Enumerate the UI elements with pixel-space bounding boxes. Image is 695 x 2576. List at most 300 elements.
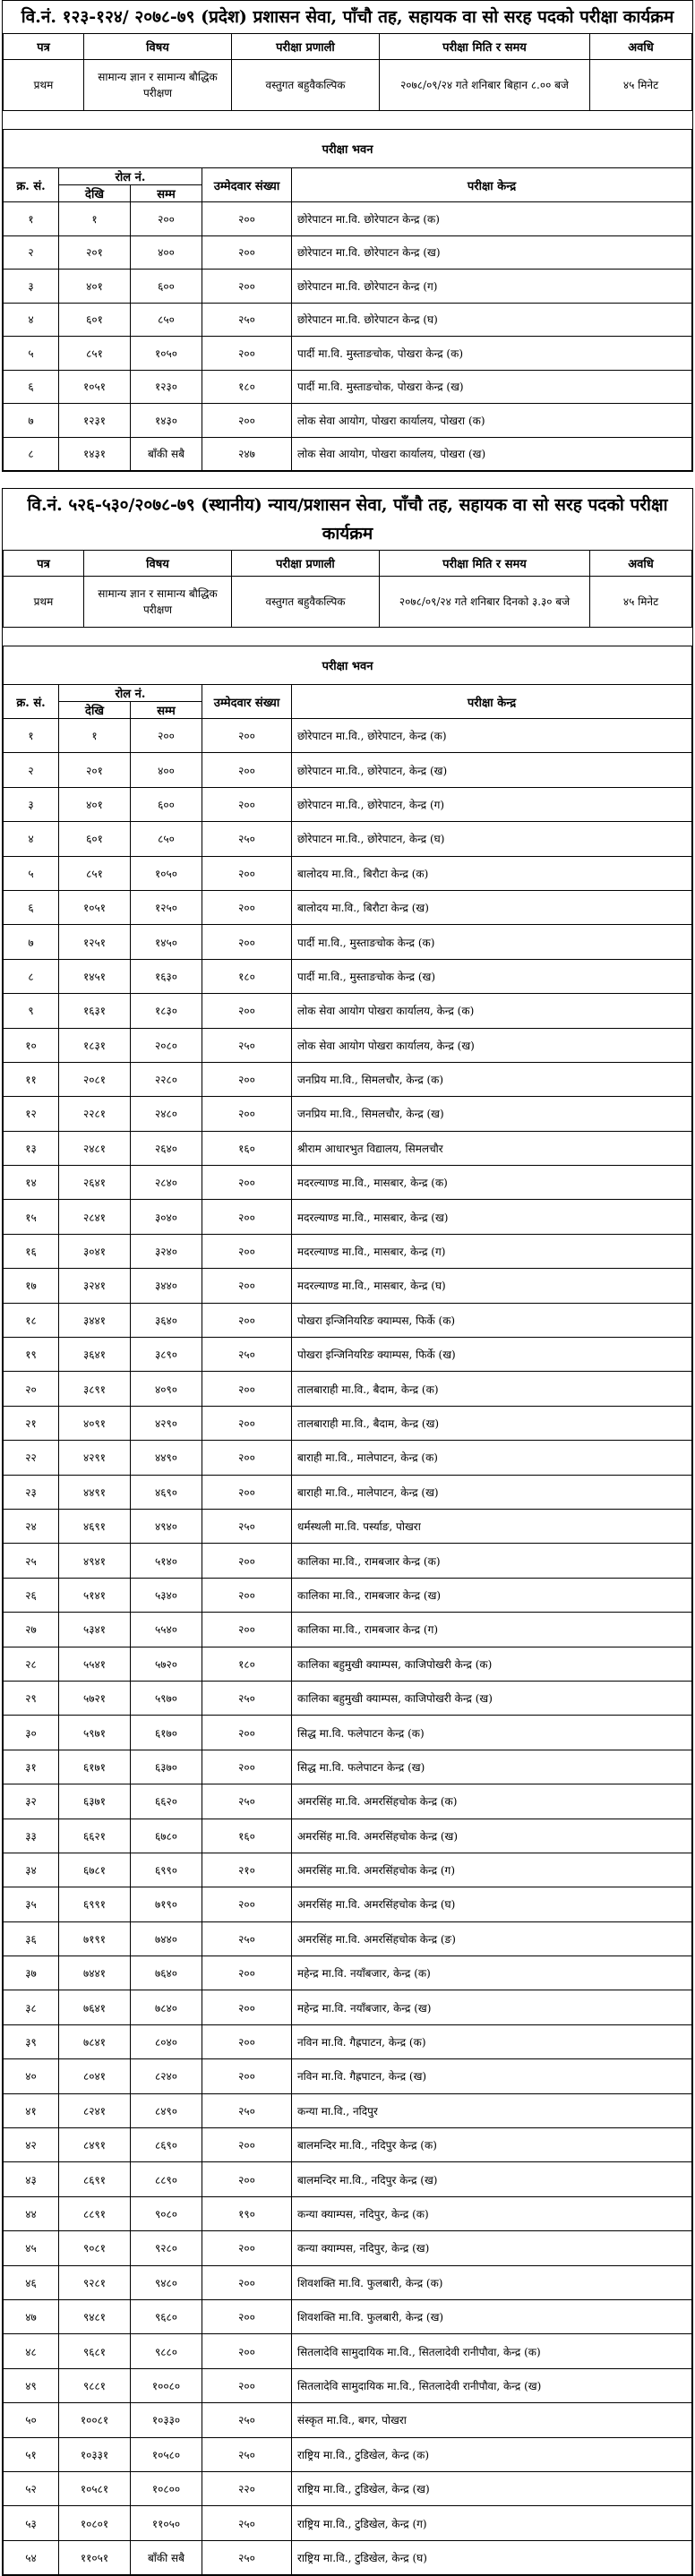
cell-centre: कन्या क्याम्पस, नदिपुर, केन्द्र (ख) [292, 2231, 692, 2265]
cell-sn: २ [4, 235, 59, 270]
table-row [4, 787, 692, 821]
cell-count: २०० [202, 1716, 292, 1750]
cell-centre: कन्या क्याम्पस, नदिपुर, केन्द्र (क) [292, 2196, 692, 2230]
cell-centre: सिद्ध मा.वि. फलेपाटन केन्द्र (क) [292, 1716, 692, 1750]
cell-sn: ४६ [4, 2265, 59, 2299]
table-row [4, 1166, 692, 1200]
cell-roll-to: २०८० [131, 1028, 202, 1062]
cell-centre: छोरेपाटन मा.वि., छोरेपाटन, केन्द्र (घ) [292, 822, 692, 856]
cell-centre: राष्ट्रिय मा.वि., टुडिखेल, केन्द्र (ग) [292, 2506, 692, 2540]
cell-centre: पार्दी मा.वि. मुस्ताङचोक, पोखरा केन्द्र (क) [292, 337, 692, 371]
cell-roll-to: १२५० [131, 890, 202, 924]
cell-centre: बाराही मा.वि., मालेपाटन, केन्द्र (क) [292, 1441, 692, 1475]
cell-count: २०० [202, 404, 292, 438]
cell-roll-to: २८४० [131, 1166, 202, 1200]
cell-roll-from: १०८०१ [59, 2506, 131, 2540]
cell-count: २०० [202, 2059, 292, 2093]
bhawan-heading: परीक्षा भवन [4, 130, 692, 168]
cell-sn: ७ [4, 404, 59, 438]
cell-roll-from: २०१ [59, 235, 131, 270]
cell-count: २५० [202, 2540, 292, 2574]
table-row [4, 1544, 692, 1578]
cell-roll-to: ८८९० [131, 2162, 202, 2196]
cell-roll-from: १२३१ [59, 404, 131, 438]
cell-count: २०० [202, 1062, 292, 1096]
cell-sn: २९ [4, 1681, 59, 1715]
cell-roll-from: ९२८१ [59, 2265, 131, 2299]
cell-centre: सितलादेवि सामुदायिक मा.वि., सितलादेवी रानीपौवा, केन्द्र (क) [292, 2334, 692, 2368]
cell-count: २०० [202, 1750, 292, 1784]
cell-roll-to: ४६९० [131, 1475, 202, 1509]
cell-roll-to: १८३० [131, 994, 202, 1028]
cell-count: २०० [202, 2162, 292, 2196]
cell-sn: ५२ [4, 2471, 59, 2505]
table-row [4, 2403, 692, 2437]
table-row [4, 1234, 692, 1268]
cell-roll-from: ४०१ [59, 270, 131, 304]
cell-sn: १९ [4, 1338, 59, 1372]
cell-sn: ६ [4, 370, 59, 404]
cell-roll-from: ९८८१ [59, 2368, 131, 2402]
col-centre: परीक्षा केन्द्र [292, 685, 692, 719]
cell-count: २५० [202, 1921, 292, 1956]
table-row [4, 202, 692, 236]
table-row [4, 437, 692, 471]
method-value: वस्तुगत बहुवैकल्पिक [232, 577, 380, 628]
cell-centre: धर्मस्थली मा.वि. पर्स्याङ, पोखरा [292, 1509, 692, 1543]
table-row [4, 1716, 692, 1750]
table-row [4, 753, 692, 787]
cell-centre: शिवशक्ति मा.वि. फुलबारी, केन्द्र (ख) [292, 2299, 692, 2333]
cell-centre: पोखरा इन्जिनियरिङ क्याम्पस, फिर्के (ख) [292, 1338, 692, 1372]
cell-roll-to: २४८० [131, 1097, 202, 1131]
cell-count: २०० [202, 2265, 292, 2299]
cell-centre: सिद्ध मा.वि. फलेपाटन केन्द्र (ख) [292, 1750, 692, 1784]
table-row [4, 822, 692, 856]
cell-roll-from: ५९७१ [59, 1716, 131, 1750]
cell-centre: अमरसिंह मा.वि. अमरसिंहचोक केन्द्र (ङ) [292, 1921, 692, 1956]
cell-roll-to: ११०५० [131, 2506, 202, 2540]
cell-roll-to: १०५८० [131, 2437, 202, 2471]
cell-centre: छोरेपाटन मा.वि. छोरेपाटन केन्द्र (घ) [292, 303, 692, 337]
cell-count: २०० [202, 890, 292, 924]
cell-sn: २५ [4, 1544, 59, 1578]
cell-centre: राष्ट्रिय मा.वि., टुडिखेल, केन्द्र (घ) [292, 2540, 692, 2574]
cell-sn: ३८ [4, 1990, 59, 2024]
table-row [4, 1750, 692, 1784]
cell-count: २०० [202, 2231, 292, 2265]
cell-sn: ९ [4, 994, 59, 1028]
cell-roll-to: ३८९० [131, 1338, 202, 1372]
cell-roll-from: ४०९१ [59, 1406, 131, 1440]
cell-roll-to: १६३० [131, 959, 202, 993]
cell-roll-from: ७६४१ [59, 1990, 131, 2024]
table-row [4, 1200, 692, 1234]
table-row [4, 994, 692, 1028]
cell-roll-from: १६३१ [59, 994, 131, 1028]
cell-roll-to: १०५० [131, 337, 202, 371]
cell-roll-to: १००८० [131, 2368, 202, 2402]
cell-count: २०० [202, 2128, 292, 2162]
cell-sn: ३६ [4, 1921, 59, 1956]
cell-count: २५० [202, 2437, 292, 2471]
table-row [4, 1131, 692, 1165]
duration-value: ४५ मिनेट [590, 577, 692, 628]
subject-value: सामान्य ज्ञान र सामान्य बौद्धिक परीक्षण [84, 577, 232, 628]
cell-roll-from: ८५१ [59, 337, 131, 371]
cell-centre: बाराही मा.वि., मालेपाटन, केन्द्र (ख) [292, 1475, 692, 1509]
cell-roll-from: १८३१ [59, 1028, 131, 1062]
cell-sn: २० [4, 1372, 59, 1406]
cell-sn: ११ [4, 1062, 59, 1096]
cell-roll-to: ५३४० [131, 1578, 202, 1612]
cell-count: २०० [202, 1303, 292, 1337]
cell-centre: कालिका मा.वि., रामबजार केन्द्र (क) [292, 1544, 692, 1578]
cell-roll-to: ५५४० [131, 1613, 202, 1647]
col-to: सम्म [131, 185, 202, 202]
cell-sn: ६ [4, 890, 59, 924]
cell-sn: ८ [4, 437, 59, 471]
cell-roll-from: ८६९१ [59, 2162, 131, 2196]
cell-sn: २१ [4, 1406, 59, 1440]
cell-roll-to: १०५० [131, 856, 202, 890]
cell-roll-from: १०५१ [59, 890, 131, 924]
table-row [4, 2024, 692, 2058]
cell-count: १६० [202, 1131, 292, 1165]
cell-roll-from: १००८१ [59, 2403, 131, 2437]
table-row [4, 1097, 692, 1131]
cell-roll-from: ३६४१ [59, 1338, 131, 1372]
cell-count: २०० [202, 1097, 292, 1131]
cell-roll-from: ६३७१ [59, 1784, 131, 1819]
cell-centre: सितलादेवि सामुदायिक मा.वि., सितलादेवी रानीपौवा, केन्द्र (ख) [292, 2368, 692, 2402]
col-count: उम्मेदवार संख्या [202, 685, 292, 719]
cell-count: २०० [202, 2368, 292, 2402]
cell-centre: जनप्रिय मा.वि., सिमलचौर, केन्द्र (ख) [292, 1097, 692, 1131]
cell-sn: ४ [4, 303, 59, 337]
cell-sn: १ [4, 719, 59, 753]
centre-table [3, 646, 692, 2575]
cell-centre: श्रीराम आधारभुत विद्यालय, सिमलचौर [292, 1131, 692, 1165]
cell-sn: २ [4, 753, 59, 787]
cell-centre: बालोदय मा.वि., बिरौटा केन्द्र (क) [292, 856, 692, 890]
cell-roll-from: २४८१ [59, 1131, 131, 1165]
cell-count: २५० [202, 2403, 292, 2437]
cell-roll-to: ७८४० [131, 1990, 202, 2024]
datetime-value: २०७८/०९/२४ गते शनिबार दिनको ३.३० बजे [380, 577, 590, 628]
table-row [4, 2506, 692, 2540]
schedule-table [3, 550, 692, 628]
cell-roll-to: १०३३० [131, 2403, 202, 2437]
table-row [4, 2299, 692, 2333]
header-method: परीक्षा प्रणाली [232, 551, 380, 577]
cell-roll-from: ९४८१ [59, 2299, 131, 2333]
cell-roll-to: ७६४० [131, 1956, 202, 1990]
cell-roll-from: ६९९१ [59, 1887, 131, 1921]
cell-roll-to: ६०० [131, 787, 202, 821]
cell-count: २०० [202, 753, 292, 787]
cell-centre: पोखरा इन्जिनियरिङ क्याम्पस, फिर्के (क) [292, 1303, 692, 1337]
col-roll: रोल नं. [59, 168, 202, 185]
cell-count: २५० [202, 1028, 292, 1062]
cell-sn: ४७ [4, 2299, 59, 2333]
cell-roll-to: ५७२० [131, 1647, 202, 1681]
cell-sn: १३ [4, 1131, 59, 1165]
cell-roll-to: ६१७० [131, 1716, 202, 1750]
cell-roll-to: ४९४० [131, 1509, 202, 1543]
cell-centre: शिवशक्ति मा.वि. फुलबारी, केन्द्र (क) [292, 2265, 692, 2299]
cell-roll-to: ६९९० [131, 1853, 202, 1887]
table-row [4, 925, 692, 959]
table-row [4, 2368, 692, 2402]
table-row [4, 890, 692, 924]
cell-centre: महेन्द्र मा.वि. नयाँबजार, केन्द्र (क) [292, 1956, 692, 1990]
table-row [4, 2093, 692, 2127]
cell-roll-to: ४०० [131, 753, 202, 787]
cell-centre: छोरेपाटन मा.वि., छोरेपाटन, केन्द्र (क) [292, 719, 692, 753]
cell-sn: ३ [4, 270, 59, 304]
cell-roll-to: ८०४० [131, 2024, 202, 2058]
col-to: सम्म [131, 702, 202, 719]
cell-count: २०० [202, 787, 292, 821]
cell-count: १९० [202, 2196, 292, 2230]
cell-centre: लोक सेवा आयोग पोखरा कार्यालय, केन्द्र (ख) [292, 1028, 692, 1062]
table-row [4, 2196, 692, 2230]
cell-roll-from: ६६२१ [59, 1819, 131, 1853]
cell-centre: बालोदय मा.वि., बिरौटा केन्द्र (ख) [292, 890, 692, 924]
cell-roll-to: ६६२० [131, 1784, 202, 1819]
header-paper: पत्र [4, 551, 84, 577]
table-row [4, 1441, 692, 1475]
section-local [2, 488, 693, 2576]
cell-sn: १२ [4, 1097, 59, 1131]
datetime-value: २०७८/०९/२४ गते शनिबार बिहान ८.०० बजे [380, 60, 590, 111]
cell-sn: १४ [4, 1166, 59, 1200]
table-row [4, 1647, 692, 1681]
cell-count: २०० [202, 1475, 292, 1509]
cell-roll-from: ४९४१ [59, 1544, 131, 1578]
cell-roll-from: १४५१ [59, 959, 131, 993]
table-row [4, 2231, 692, 2265]
cell-roll-from: १०३३१ [59, 2437, 131, 2471]
cell-roll-to: २०० [131, 719, 202, 753]
cell-roll-to: ८५० [131, 822, 202, 856]
cell-centre: तालबाराही मा.वि., बैदाम, केन्द्र (ख) [292, 1406, 692, 1440]
cell-roll-to: ९४८० [131, 2265, 202, 2299]
paper-value: प्रथम [4, 60, 84, 111]
cell-roll-to: बाँकी सबै [131, 437, 202, 471]
bhawan-heading: परीक्षा भवन [4, 646, 692, 685]
col-from: देखि [59, 702, 131, 719]
cell-centre: राष्ट्रिय मा.वि., टुडिखेल, केन्द्र (ख) [292, 2471, 692, 2505]
table-row [4, 1028, 692, 1062]
cell-centre: लोक सेवा आयोग, पोखरा कार्यालय, पोखरा (क) [292, 404, 692, 438]
cell-centre: छोरेपाटन मा.वि. छोरेपाटन केन्द्र (ग) [292, 270, 692, 304]
cell-roll-from: १ [59, 719, 131, 753]
table-row [4, 1921, 692, 1956]
cell-sn: ५० [4, 2403, 59, 2437]
cell-roll-to: ५१४० [131, 1544, 202, 1578]
cell-roll-from: ८८९१ [59, 2196, 131, 2230]
cell-centre: छोरेपाटन मा.वि. छोरेपाटन केन्द्र (क) [292, 202, 692, 236]
section-title: वि.नं. १२३-१२४/ २०७८-७९ (प्रदेश) प्रशासन सेवा, पाँचौ तह, सहायक वा सो सरह पदको परीक्षा कार्यक्रम [21, 7, 674, 27]
cell-centre: कालिका मा.वि., रामबजार केन्द्र (ग) [292, 1613, 692, 1647]
cell-count: २०० [202, 235, 292, 270]
cell-centre: पार्दी मा.वि., मुस्ताङचोक केन्द्र (ख) [292, 959, 692, 993]
cell-count: २५० [202, 2506, 292, 2540]
cell-centre: अमरसिंह मा.वि. अमरसिंहचोक केन्द्र (ग) [292, 1853, 692, 1887]
cell-roll-from: ७१९१ [59, 1921, 131, 1956]
cell-roll-from: ११०५१ [59, 2540, 131, 2574]
cell-centre: कालिका बहुमुखी क्याम्पस, काजिपोखरी केन्द्र (ख) [292, 1681, 692, 1715]
cell-sn: ५ [4, 337, 59, 371]
cell-centre: मदरल्याण्ड मा.वि., मासबार, केन्द्र (क) [292, 1166, 692, 1200]
cell-sn: ३ [4, 787, 59, 821]
cell-roll-to: ३६४० [131, 1303, 202, 1337]
cell-count: १६० [202, 1819, 292, 1853]
cell-sn: ४१ [4, 2093, 59, 2127]
cell-centre: पार्दी मा.वि. मुस्ताङचोक, पोखरा केन्द्र (ख) [292, 370, 692, 404]
cell-sn: २२ [4, 1441, 59, 1475]
cell-count: २०० [202, 925, 292, 959]
schedule-table [3, 33, 692, 111]
cell-sn: ४४ [4, 2196, 59, 2230]
cell-centre: कन्या मा.वि., नदिपुर [292, 2093, 692, 2127]
cell-sn: ८ [4, 959, 59, 993]
table-row [4, 1578, 692, 1612]
table-row [4, 2059, 692, 2093]
cell-sn: ४८ [4, 2334, 59, 2368]
cell-count: २०० [202, 1578, 292, 1612]
cell-count: २४७ [202, 437, 292, 471]
cell-centre: कालिका बहुमुखी क्याम्पस, काजिपोखरी केन्द्र (क) [292, 1647, 692, 1681]
cell-roll-to: २०० [131, 202, 202, 236]
cell-sn: ३७ [4, 1956, 59, 1990]
table-row [4, 1613, 692, 1647]
cell-sn: १७ [4, 1269, 59, 1303]
cell-roll-from: ७८४१ [59, 2024, 131, 2058]
cell-centre: मदरल्याण्ड मा.वि., मासबार, केन्द्र (ग) [292, 1234, 692, 1268]
cell-centre: लोक सेवा आयोग, पोखरा कार्यालय, पोखरा (ख) [292, 437, 692, 471]
cell-count: २५० [202, 822, 292, 856]
header-datetime: परीक्षा मिति र समय [380, 551, 590, 577]
table-row [4, 1338, 692, 1372]
cell-roll-to: ४०९० [131, 1372, 202, 1406]
cell-sn: ४५ [4, 2231, 59, 2265]
cell-centre: छोरेपाटन मा.वि., छोरेपाटन, केन्द्र (ग) [292, 787, 692, 821]
cell-centre: अमरसिंह मा.वि. अमरसिंहचोक केन्द्र (घ) [292, 1887, 692, 1921]
duration-value: ४५ मिनेट [590, 60, 692, 111]
header-paper: पत्र [4, 34, 84, 60]
cell-roll-from: २०८१ [59, 1062, 131, 1096]
cell-count: २०० [202, 1269, 292, 1303]
col-from: देखि [59, 185, 131, 202]
cell-roll-to: १२३० [131, 370, 202, 404]
table-row [4, 1509, 692, 1543]
header-subject: विषय [84, 34, 232, 60]
cell-sn: ४९ [4, 2368, 59, 2402]
col-count: उम्मेदवार संख्या [202, 168, 292, 202]
cell-roll-to: ३४४० [131, 1269, 202, 1303]
cell-roll-to: ५९७० [131, 1681, 202, 1715]
cell-roll-to: १४३० [131, 404, 202, 438]
cell-sn: ४ [4, 822, 59, 856]
cell-roll-from: ४०१ [59, 787, 131, 821]
cell-sn: ७ [4, 925, 59, 959]
cell-count: २०० [202, 856, 292, 890]
cell-count: २५० [202, 1681, 292, 1715]
cell-count: २५० [202, 2093, 292, 2127]
cell-roll-from: ४६९१ [59, 1509, 131, 1543]
table-row [4, 1819, 692, 1853]
cell-roll-to: ८६९० [131, 2128, 202, 2162]
cell-count: २५० [202, 1338, 292, 1372]
cell-roll-to: २६४० [131, 1131, 202, 1165]
cell-sn: ५१ [4, 2437, 59, 2471]
cell-sn: ४० [4, 2059, 59, 2093]
cell-sn: ५३ [4, 2506, 59, 2540]
cell-centre: जनप्रिय मा.वि., सिमलचौर, केन्द्र (क) [292, 1062, 692, 1096]
cell-sn: ४२ [4, 2128, 59, 2162]
table-row [4, 2471, 692, 2505]
cell-sn: ३० [4, 1716, 59, 1750]
cell-count: २०० [202, 2299, 292, 2333]
table-row [4, 2437, 692, 2471]
cell-roll-to: ६०० [131, 270, 202, 304]
cell-count: २०० [202, 337, 292, 371]
cell-sn: २४ [4, 1509, 59, 1543]
table-row [4, 1475, 692, 1509]
cell-roll-from: ५३४१ [59, 1613, 131, 1647]
table-row [4, 1681, 692, 1715]
cell-roll-from: ४४९१ [59, 1475, 131, 1509]
cell-sn: १६ [4, 1234, 59, 1268]
table-row [4, 719, 692, 753]
cell-roll-to: ६३७० [131, 1750, 202, 1784]
cell-count: २०० [202, 1613, 292, 1647]
cell-sn: ४३ [4, 2162, 59, 2196]
cell-centre: नविन मा.वि. गैह्रपाटन, केन्द्र (क) [292, 2024, 692, 2058]
cell-centre: मदरल्याण्ड मा.वि., मासबार, केन्द्र (ख) [292, 1200, 692, 1234]
cell-centre: छोरेपाटन मा.वि., छोरेपाटन, केन्द्र (ख) [292, 753, 692, 787]
cell-sn: १८ [4, 1303, 59, 1337]
header-method: परीक्षा प्रणाली [232, 34, 380, 60]
cell-roll-from: ३८९१ [59, 1372, 131, 1406]
cell-roll-from: २६४१ [59, 1166, 131, 1200]
col-sn: क्र. सं. [4, 685, 59, 719]
cell-roll-from: ५५४१ [59, 1647, 131, 1681]
cell-roll-to: ९८८० [131, 2334, 202, 2368]
cell-roll-from: ६१७१ [59, 1750, 131, 1784]
cell-roll-to: ४०० [131, 235, 202, 270]
cell-roll-from: ३२४१ [59, 1269, 131, 1303]
cell-sn: १ [4, 202, 59, 236]
cell-sn: ३१ [4, 1750, 59, 1784]
cell-count: २१० [202, 1853, 292, 1887]
cell-sn: २७ [4, 1613, 59, 1647]
cell-roll-to: ४४९० [131, 1441, 202, 1475]
table-row [4, 337, 692, 371]
cell-roll-from: ५१४१ [59, 1578, 131, 1612]
cell-roll-from: ८५१ [59, 856, 131, 890]
cell-count: २५० [202, 303, 292, 337]
cell-centre: मदरल्याण्ड मा.वि., मासबार, केन्द्र (घ) [292, 1269, 692, 1303]
cell-roll-to: बाँकी सबै [131, 2540, 202, 2574]
cell-centre: कालिका मा.वि., रामबजार केन्द्र (ख) [292, 1578, 692, 1612]
header-subject: विषय [84, 551, 232, 577]
table-row [4, 2162, 692, 2196]
cell-count: २०० [202, 1544, 292, 1578]
